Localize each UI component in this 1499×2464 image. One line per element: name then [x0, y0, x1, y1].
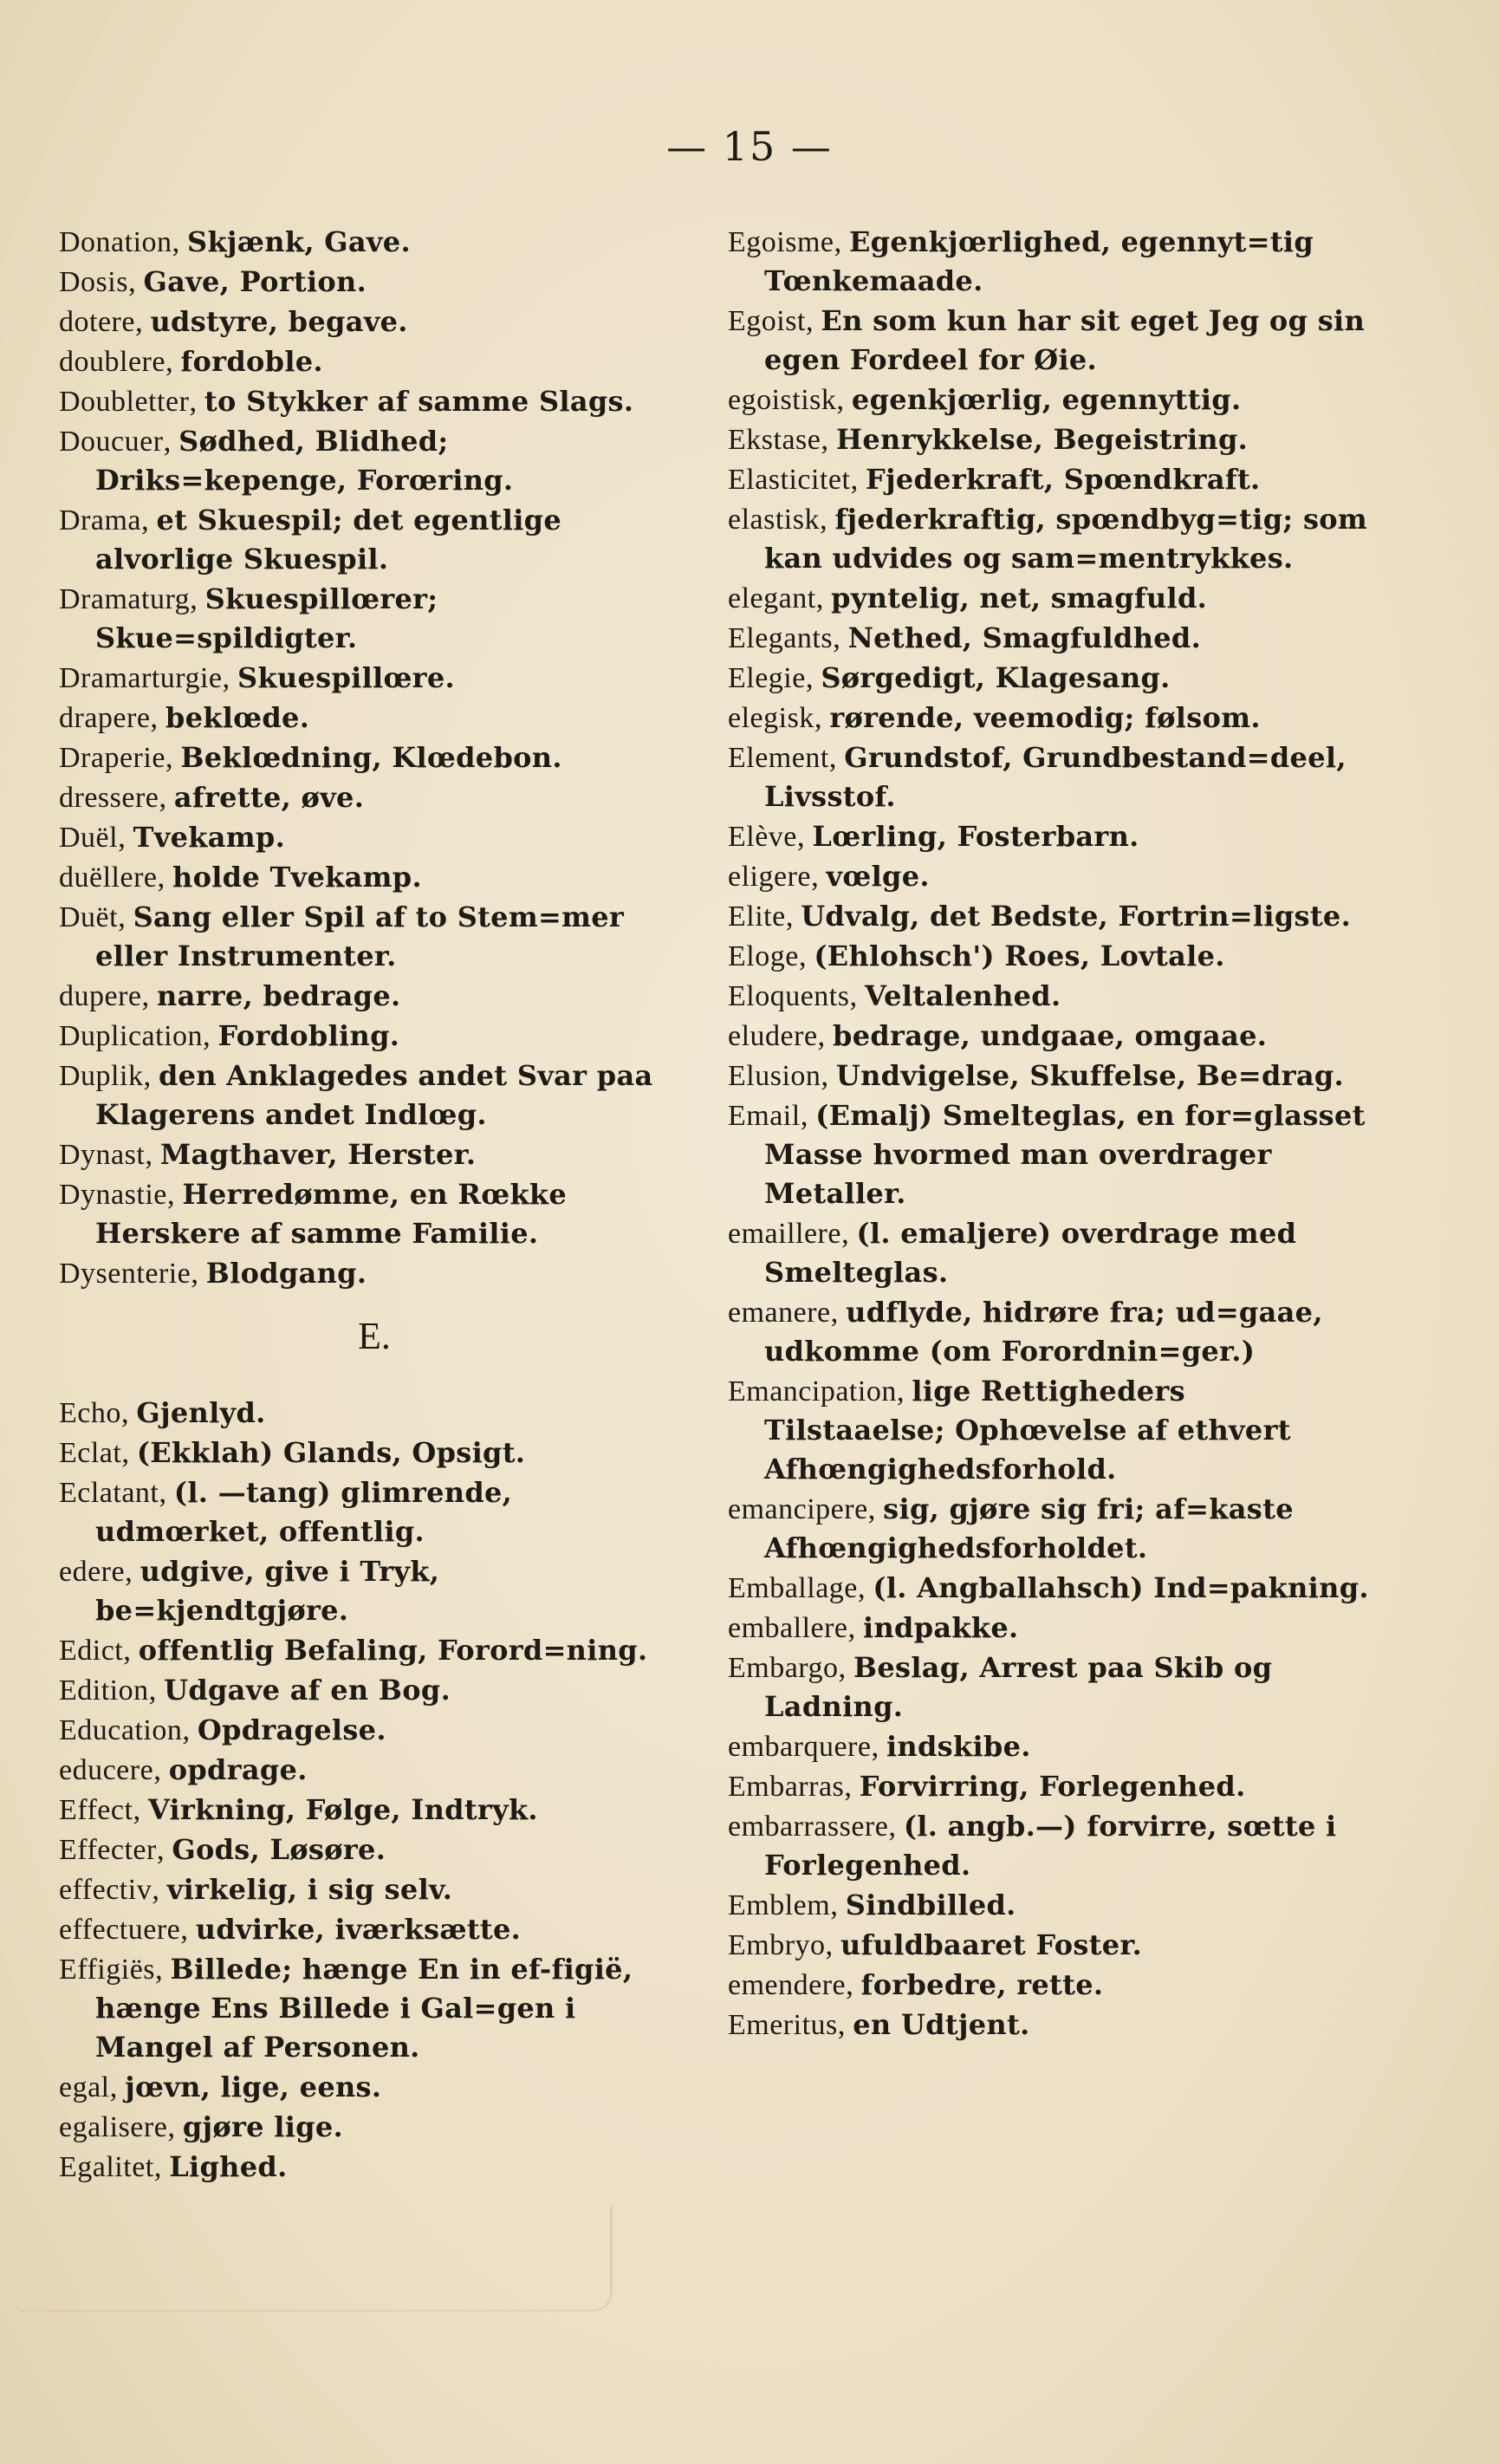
entry-headword: emballere [728, 1612, 848, 1644]
entry-separator: , [805, 303, 821, 337]
entry-headword: egalisere [59, 2111, 168, 2143]
entry-separator: , [828, 740, 845, 774]
entry-definition: narre, bedrage. [157, 979, 401, 1012]
entry-definition: vœlge. [826, 860, 930, 893]
entry-separator: , [190, 582, 205, 615]
dictionary-entry [59, 1909, 690, 1949]
entry-separator: , [133, 1792, 148, 1826]
entry-headword: embarrassere [728, 1811, 889, 1843]
entry-definition: holde Tvekamp. [172, 861, 422, 894]
entry-headword: Education [59, 1714, 183, 1746]
dictionary-entry [728, 1489, 1369, 1568]
entry-headword: Drama [59, 504, 142, 536]
entry-separator: , [785, 899, 801, 933]
dictionary-entry [728, 1766, 1369, 1806]
entry-definition: Forvirring, Forlegenhed. [859, 1770, 1246, 1803]
entry-definition: beklœde. [165, 701, 310, 734]
dictionary-entry [59, 1949, 690, 2067]
entry-separator: , [815, 581, 832, 614]
entry-headword: Eclat [59, 1437, 122, 1469]
entry-headword: Embryo [728, 1929, 826, 1961]
entry-definition: udgive, give i Tryk, be=kjendtgjøre. [95, 1555, 440, 1627]
entry-definition: Lighed. [169, 2150, 288, 2183]
entry-separator: , [896, 1374, 912, 1408]
entry-definition: Sindbilled. [845, 1889, 1016, 1921]
entry-headword: emaillere [728, 1218, 841, 1250]
entry-headword: Elite [728, 900, 786, 933]
dictionary-entry [59, 1670, 690, 1710]
entry-separator: , [118, 900, 133, 933]
entry-separator: , [840, 1216, 857, 1250]
dictionary-entry [728, 222, 1369, 301]
dictionary-entry [728, 1885, 1369, 1925]
dictionary-entry [59, 1710, 690, 1750]
dictionary-entry [728, 976, 1369, 1016]
entry-definition: Egenkjœrlighed, egennyt=tig Tœnkemaade. [764, 225, 1314, 297]
entry-headword: Elusion [728, 1060, 821, 1092]
entry-headword: effectiv [59, 1874, 152, 1906]
entry-definition: Opdragelse. [197, 1713, 386, 1746]
entry-separator: , [156, 1832, 172, 1866]
entry-separator: , [871, 1729, 886, 1763]
dictionary-entry [728, 658, 1369, 698]
entry-headword: educere [59, 1754, 154, 1786]
entry-headword: effectuere [59, 1914, 181, 1946]
page-number: — 15 — [666, 123, 833, 170]
entry-headword: Effigiës [59, 1954, 156, 1986]
dictionary-entry [728, 856, 1369, 896]
entry-headword: Dynastie [59, 1179, 167, 1211]
entry-definition: (l. —tang) glimrende, udmœrket, offentlig. [95, 1476, 513, 1548]
dictionary-entry [59, 1551, 690, 1630]
dictionary-entry [59, 1134, 690, 1174]
entry-definition: (Ekklah) Glands, Opsigt. [136, 1436, 526, 1469]
entry-separator: , [817, 1018, 834, 1052]
entry-headword: Effecter [59, 1834, 157, 1866]
entry-headword: dressere [59, 782, 159, 814]
entry-headword: egal [59, 2071, 110, 2103]
entry-headword: Elegants [728, 622, 834, 654]
entry-definition: bedrage, undgaae, omgaae. [833, 1019, 1268, 1052]
dictionary-entry [728, 738, 1369, 816]
right-column [728, 222, 1369, 2045]
entry-headword: elastisk [728, 504, 820, 536]
entry-headword: dotere [59, 306, 135, 338]
entry-separator: , [155, 1952, 171, 1986]
entry-headword: Ekstase [728, 424, 821, 456]
entry-separator: , [150, 700, 165, 734]
dictionary-entry [728, 618, 1369, 658]
dictionary-entry [59, 976, 690, 1016]
entry-definition: (l. Angballahsch) Ind=pakning. [873, 1571, 1369, 1604]
dictionary-entry [59, 1056, 690, 1134]
entry-separator: , [189, 384, 204, 418]
dictionary-entry [59, 857, 690, 897]
entry-separator: , [165, 344, 181, 378]
entry-definition: Gods, Løsøre. [172, 1833, 386, 1866]
entry-headword: eligere [728, 861, 811, 893]
entry-headword: Eloge [728, 940, 799, 972]
entries-e [59, 1393, 690, 2187]
entry-definition: udvirke, iværksætte. [195, 1913, 522, 1946]
entry-definition: virkelig, i sig selv. [166, 1873, 453, 1906]
dictionary-entry [59, 500, 690, 579]
entry-definition: Beklœdning, Klœdebon. [180, 741, 562, 774]
entry-headword: Egoist [728, 305, 806, 337]
dictionary-entry [59, 302, 690, 341]
entry-separator: , [141, 978, 158, 1012]
entry-definition: offentlig Befaling, Forord=ning. [138, 1634, 648, 1667]
entry-definition: gjøre lige. [182, 2110, 343, 2143]
entry-separator: , [165, 740, 181, 774]
entry-headword: Element [728, 742, 829, 774]
entry-definition: (l. emaljere) overdrage med Smelteglas. [764, 1217, 1297, 1289]
entry-separator: , [800, 1098, 816, 1132]
dictionary-entry [728, 419, 1369, 459]
dictionary-entry [59, 1016, 690, 1056]
entry-headword: emancipere [728, 1493, 868, 1525]
entry-headword: Embarras [728, 1771, 845, 1803]
entry-headword: Emeritus [728, 2009, 838, 2041]
dictionary-entry [59, 777, 690, 817]
entry-definition: et Skuespil; det egentlige alvorlige Skuespil. [95, 504, 562, 575]
entry-definition: egenkjœrlig, egennyttig. [851, 383, 1242, 416]
entry-headword: elegisk [728, 702, 814, 734]
entry-definition: Billede; hænge En in ef-figië, hænge Ens Billede i Gal=gen i Mangel af Personen. [95, 1953, 633, 2064]
entry-definition: Fordobling. [217, 1019, 400, 1052]
entry-headword: Emballage [728, 1572, 858, 1604]
entry-definition: ufuldbaaret Foster. [840, 1928, 1143, 1961]
dictionary-entry [59, 2107, 690, 2147]
entry-separator: , [118, 820, 133, 854]
dictionary-entry [728, 1213, 1369, 1292]
entry-separator: , [152, 1872, 167, 1906]
entry-definition: rørende, veemodig; følsom. [829, 701, 1261, 734]
entry-definition: Skuespillœrer; Skue=spildigter. [95, 582, 438, 654]
entry-definition: (Emalj) Smelteglas, en for=glasset Masse hvormed man overdrager Metaller. [764, 1099, 1366, 1210]
entry-definition: den Anklagedes andet Svar paa Klagerens andet Indlœg. [95, 1059, 653, 1131]
entry-definition: forbedre, rette. [860, 1968, 1104, 2001]
entry-separator: , [172, 224, 188, 258]
entry-headword: Doubletter [59, 386, 190, 418]
entries-e-continued [728, 222, 1369, 2045]
entry-separator: , [141, 503, 157, 536]
entry-separator: , [844, 1769, 860, 1803]
dictionary-entry [59, 1630, 690, 1670]
entry-headword: eludere [728, 1020, 818, 1052]
left-column [59, 222, 690, 2187]
dictionary-entry [728, 816, 1369, 856]
entry-definition: Veltalenhed. [864, 979, 1061, 1012]
entry-headword: Draperie [59, 742, 165, 774]
entry-separator: , [825, 1928, 841, 1961]
dictionary-entry [59, 1830, 690, 1869]
entry-separator: , [847, 1610, 864, 1644]
entry-separator: , [849, 978, 865, 1012]
entry-separator: , [834, 224, 849, 258]
entry-separator: , [163, 424, 179, 458]
dictionary-entry [728, 578, 1369, 618]
entry-definition: opdrage. [168, 1753, 308, 1786]
entry-definition: (l. angb.—) forvirre, sœtte i Forlegenhed. [764, 1810, 1337, 1882]
entry-separator: , [123, 1633, 139, 1667]
entry-headword: Dramarturgie [59, 662, 223, 694]
dictionary-entry [59, 1174, 690, 1253]
entry-headword: Eloquents [728, 980, 850, 1012]
entry-separator: , [157, 860, 172, 894]
entry-headword: Dysenterie [59, 1258, 191, 1290]
entry-separator: , [143, 1058, 159, 1092]
entry-separator: , [821, 422, 836, 456]
dictionary-entry [728, 1648, 1369, 1726]
entry-definition: Sørgedigt, Klagesang. [821, 661, 1171, 694]
entry-headword: Elasticitet [728, 464, 851, 496]
entry-separator: , [159, 780, 174, 814]
dictionary-entry [728, 2005, 1369, 2045]
dictionary-entry [59, 817, 690, 857]
entry-definition: Sødhed, Blidhed; Driks=kepenge, Forœring. [95, 425, 514, 497]
dictionary-entry [728, 1568, 1369, 1608]
dictionary-entry [59, 897, 690, 976]
entry-definition: jœvn, lige, eens. [125, 2071, 382, 2103]
entry-separator: , [127, 264, 144, 298]
entry-headword: Duplik [59, 1060, 144, 1092]
entry-separator: , [867, 1492, 884, 1525]
entry-separator: , [846, 1967, 861, 2001]
entry-definition: Beslag, Arrest paa Skib og Ladning. [764, 1651, 1273, 1723]
dictionary-entry [59, 1253, 690, 1293]
entry-definition: udflyde, hidrøre fra; ud=gaae, udkomme (om Forordnin=ger.) [764, 1296, 1323, 1368]
dictionary-entry [59, 2067, 690, 2107]
dictionary-entry [728, 1925, 1369, 1965]
dictionary-entry [728, 1056, 1369, 1095]
entry-separator: , [830, 1295, 847, 1329]
entry-definition: Nethed, Smagfuldhed. [847, 621, 1202, 654]
entry-headword: doublere [59, 346, 165, 378]
dictionary-entry [59, 341, 690, 381]
dictionary-entry [59, 222, 690, 262]
entry-definition: Sang eller Spil af to Stem=mer eller Instrumenter. [95, 900, 625, 972]
entry-definition: afrette, øve. [173, 781, 365, 814]
entry-headword: Elève [728, 821, 797, 853]
entry-separator: , [814, 700, 830, 734]
entry-separator: , [125, 1554, 140, 1588]
entries-d [59, 222, 690, 1293]
entry-separator: , [203, 1018, 218, 1052]
entry-separator: , [182, 1713, 198, 1746]
entry-headword: Duël [59, 822, 119, 854]
entry-separator: , [836, 382, 852, 416]
entry-separator: , [180, 1912, 196, 1946]
entry-definition: fordoble. [180, 345, 323, 378]
entry-definition: Virkning, Følge, Indtryk. [147, 1793, 538, 1826]
entry-separator: , [796, 819, 813, 853]
entry-separator: , [191, 1256, 206, 1290]
dictionary-entry [59, 262, 690, 302]
entry-separator: , [830, 1888, 846, 1921]
entry-separator: , [167, 2110, 183, 2143]
entry-separator: , [153, 2149, 170, 2183]
entry-headword: edere [59, 1556, 126, 1588]
entry-separator: , [134, 304, 151, 338]
entry-headword: Embargo [728, 1652, 839, 1684]
entry-separator: , [121, 1435, 137, 1469]
dictionary-entry [728, 1016, 1369, 1056]
entry-headword: Email [728, 1100, 801, 1132]
entry-definition: Undvigelse, Skuffelse, Be=drag. [835, 1059, 1345, 1092]
entry-definition: Tvekamp. [133, 821, 286, 854]
entry-definition: Udgave af en Bog. [164, 1674, 451, 1707]
entry-headword: Echo [59, 1397, 121, 1429]
entry-definition: Blodgang. [205, 1257, 367, 1290]
dictionary-entry [728, 380, 1369, 419]
entry-separator: , [838, 1650, 854, 1684]
dictionary-entry [59, 738, 690, 777]
section-letter-e: E. [358, 1315, 391, 1357]
entry-headword: Emblem [728, 1889, 831, 1921]
dictionary-entry [728, 1726, 1369, 1766]
entry-headword: Donation [59, 226, 172, 258]
entry-headword: elegant [728, 582, 816, 614]
entry-headword: Emancipation [728, 1375, 897, 1408]
entry-headword: Dramaturg [59, 583, 191, 615]
entry-definition: sig, gjøre sig fri; af=kaste Afhœngighedsforholdet. [764, 1492, 1294, 1564]
entry-headword: Egoisme [728, 226, 834, 258]
dictionary-entry [59, 1790, 690, 1830]
dictionary-entry [59, 1473, 690, 1551]
entry-headword: Eclatant [59, 1477, 159, 1509]
entry-definition: indskibe. [886, 1730, 1031, 1763]
entry-definition: En som kun har sit eget Jeg og sin egen Fordeel for Øie. [764, 304, 1366, 376]
dictionary-entry [59, 1750, 690, 1790]
entry-definition: Magthaver, Herster. [159, 1138, 477, 1171]
entry-definition: Gjenlyd. [136, 1396, 266, 1429]
entry-definition: Herredømme, en Rœkke Herskere af samme Familie. [95, 1178, 568, 1250]
dictionary-entry [59, 1869, 690, 1909]
entry-separator: , [837, 2007, 853, 2041]
entry-definition: Henrykkelse, Begeistring. [835, 423, 1249, 456]
entry-separator: , [857, 1570, 873, 1604]
dictionary-entry [59, 579, 690, 658]
dictionary-entry [59, 421, 690, 500]
dictionary-entry [728, 499, 1369, 578]
entry-headword: emendere [728, 1969, 847, 2001]
entry-headword: Edition [59, 1674, 149, 1707]
entry-headword: Effect [59, 1794, 133, 1826]
entry-headword: Doucuer [59, 426, 164, 458]
entry-definition: Grundstof, Grundbestand=deel, Livsstof. [764, 741, 1347, 813]
entry-definition: lige Rettigheders Tilstaaelse; Ophœvelse af ethvert Afhœngighedsforhold. [764, 1375, 1291, 1486]
entry-separator: , [148, 1673, 165, 1707]
paper-fold-shadow [21, 2206, 613, 2311]
dictionary-entry [59, 698, 690, 738]
entry-headword: duëllere [59, 861, 158, 894]
entry-definition: Lœrling, Fosterbarn. [812, 820, 1139, 853]
entry-definition: Fjederkraft, Spœndkraft. [865, 463, 1261, 496]
entry-separator: , [109, 2070, 126, 2103]
dictionary-entry [728, 1806, 1369, 1885]
entry-definition: pyntelig, net, smagfuld. [831, 582, 1208, 614]
dictionary-entry [728, 301, 1369, 380]
dictionary-entry [59, 381, 690, 421]
entry-definition: Skuespillœre. [237, 661, 455, 694]
entry-separator: , [850, 462, 866, 496]
entry-headword: Dosis [59, 266, 128, 298]
dictionary-entry [728, 1095, 1369, 1213]
entry-headword: embarquere [728, 1731, 872, 1763]
entry-definition: fjederkraftig, spœndbyg=tig; som kan udvides og sam=mentrykkes. [764, 503, 1368, 575]
dictionary-entry [728, 1292, 1369, 1371]
dictionary-entry [728, 1371, 1369, 1489]
entry-separator: , [166, 1177, 183, 1211]
entry-definition: indpakke. [863, 1611, 1019, 1644]
entry-definition: Skjænk, Gave. [187, 225, 411, 258]
entry-separator: , [153, 1752, 169, 1786]
dictionary-entry [728, 1965, 1369, 2005]
entry-definition: Gave, Portion. [143, 265, 367, 298]
entry-definition: udstyre, begave. [150, 305, 408, 338]
dictionary-entry [59, 1433, 690, 1473]
dictionary-entry [728, 698, 1369, 738]
entry-definition: Udvalg, det Bedste, Fortrin=ligste. [801, 900, 1352, 933]
entry-separator: , [811, 859, 827, 893]
entry-separator: , [821, 1058, 836, 1092]
entry-separator: , [888, 1809, 904, 1843]
dictionary-entry [59, 1393, 690, 1433]
entry-headword: dupere [59, 980, 142, 1012]
entry-headword: drapere [59, 702, 151, 734]
entry-separator: , [805, 660, 821, 694]
entry-definition: to Stykker af samme Slags. [204, 385, 634, 418]
entry-headword: egoistisk [728, 384, 837, 416]
entry-separator: , [145, 1137, 160, 1171]
entry-separator: , [798, 939, 814, 972]
entry-headword: emanere [728, 1297, 831, 1329]
entry-definition: (Ehlohsch') Roes, Lovtale. [814, 939, 1225, 972]
entry-headword: Duplication [59, 1020, 204, 1052]
entry-separator: , [833, 621, 848, 654]
dictionary-entry [728, 936, 1369, 976]
entry-headword: Egalitet [59, 2151, 154, 2183]
entry-headword: Duët [59, 901, 119, 933]
entry-headword: Edict [59, 1635, 124, 1667]
dictionary-entry [728, 1608, 1369, 1648]
entry-separator: , [819, 502, 835, 536]
entry-separator: , [120, 1395, 137, 1429]
entry-headword: Dynast [59, 1139, 146, 1171]
entry-definition: en Udtjent. [853, 2008, 1030, 2041]
dictionary-entry [728, 896, 1369, 936]
entry-separator: , [222, 660, 238, 694]
dictionary-entry [59, 2147, 690, 2187]
dictionary-entry [728, 459, 1369, 499]
entry-separator: , [159, 1475, 174, 1509]
entry-headword: Elegie [728, 662, 806, 694]
dictionary-entry [59, 658, 690, 698]
